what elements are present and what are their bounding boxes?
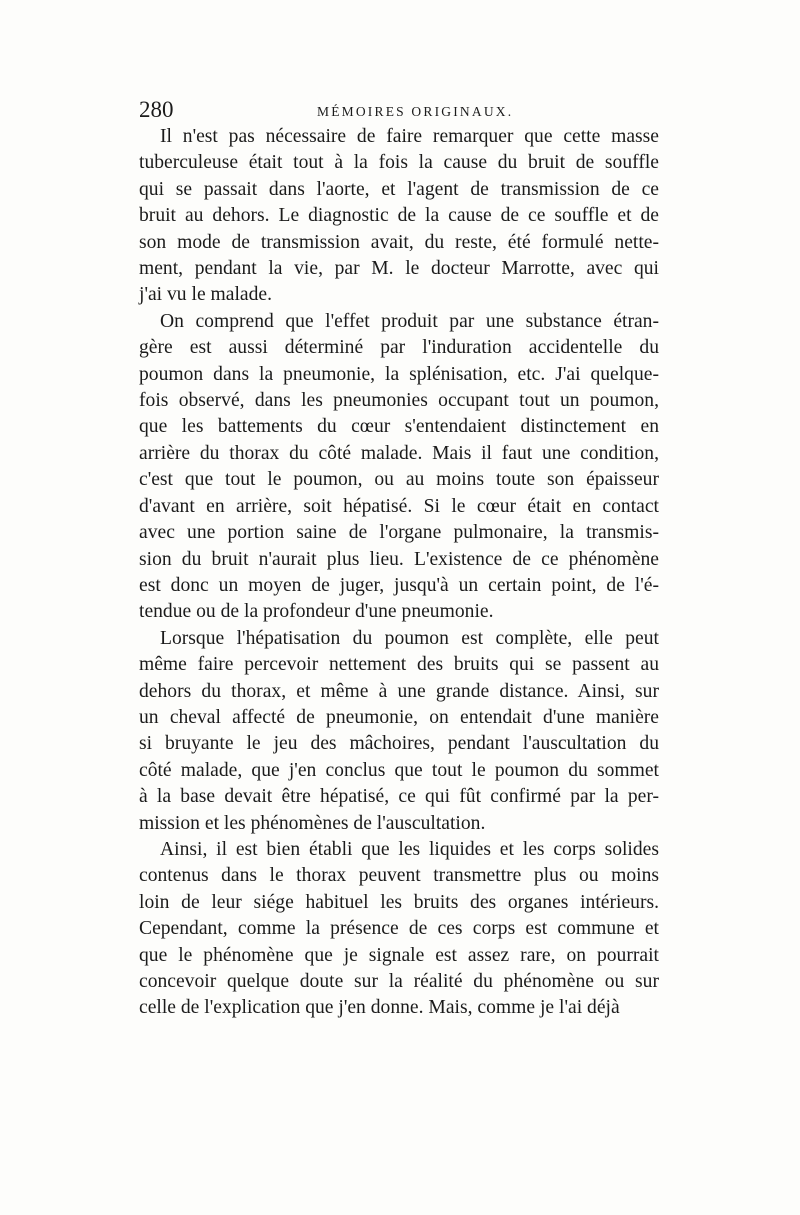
paragraph [139,309,659,626]
paragraph [139,124,659,309]
text-line: concevoir quelque doute sur la réalité du phénomène ou sur [139,971,659,992]
text-line: est donc un moyen de juger, jusqu'à un certain point, de l'é- [139,574,659,596]
paragraph [139,626,659,837]
text-line: que le phénomène que je signale est assez rare, on pourrait [139,944,659,966]
text-line: c'est que tout le poumon, ou au moins toute son épaisseur [139,469,659,491]
text-line: tendue ou de la profondeur d'une pneumonie. [139,601,494,623]
text-line: son mode de transmission avait, du reste, été formulé nette- [139,231,659,253]
text-line: tuberculeuse était tout à la fois la cause du bruit de souffle [139,152,659,174]
text-line: qui se passait dans l'aorte, et l'agent de transmission de ce [139,178,659,200]
body-text [139,124,659,1022]
text-line: Ainsi, il est bien établi que les liquides et les corps solides [160,838,659,860]
page-header [139,97,669,127]
text-line: celle de l'explication que j'en donne. Mais, comme je l'ai déjà [139,997,620,1019]
text-line: contenus dans le thorax peuvent transmettre plus ou moins [139,865,659,887]
text-line: arrière du thorax du côté malade. Mais il faut une condition, [139,442,659,464]
text-line: poumon dans la pneumonie, la splénisation, etc. J'ai quelque- [139,363,659,385]
text-line: côté malade, que j'en conclus que tout le poumon du sommet [139,759,659,781]
text-line: d'avant en arrière, soit hépatisé. Si le cœur était en contact [139,495,659,517]
text-line: un cheval affecté de pneumonie, on entendait d'une manière [139,706,659,728]
text-line: On comprend que l'effet produit par une substance étran- [160,310,659,332]
paragraph [139,837,659,1022]
page-number: 280 [139,97,174,122]
text-line: bruit au dehors. Le diagnostic de la cause de ce souffle et de [139,205,659,227]
text-line: dehors du thorax, et même à une grande distance. Ainsi, sur [139,680,659,702]
text-line: j'ai vu le malade. [139,284,273,306]
text-line: Il n'est pas nécessaire de faire remarquer que cette masse [160,126,659,147]
text-line: gère est aussi déterminé par l'induration accidentelle du [139,337,659,359]
text-line: à la base devait être hépatisé, ce qui fût confirmé par la per- [139,786,659,808]
text-line: fois observé, dans les pneumonies occupant tout un poumon, [139,390,659,412]
text-line: sion du bruit n'aurait plus lieu. L'existence de ce phénomène [139,548,659,570]
text-line: que les battements du cœur s'entendaient distinctement en [139,416,659,438]
text-line: mission et les phénomènes de l'auscultation. [139,812,486,834]
text-line: ment, pendant la vie, par M. le docteur Marrotte, avec qui [139,258,659,280]
running-title: MÉMOIRES ORIGINAUX. [317,104,514,119]
text-line: même faire percevoir nettement des bruits qui se passent au [139,654,659,676]
text-line: avec une portion saine de l'organe pulmonaire, la transmis- [139,522,659,544]
text-line: loin de leur siége habituel les bruits des organes intérieurs. [139,891,659,913]
text-line: si bruyante le jeu des mâchoires, pendant l'auscultation du [139,733,659,755]
text-line: Cependant, comme la présence de ces corps est commune et [139,918,659,940]
text-line: Lorsque l'hépatisation du poumon est complète, elle peut [160,627,659,649]
